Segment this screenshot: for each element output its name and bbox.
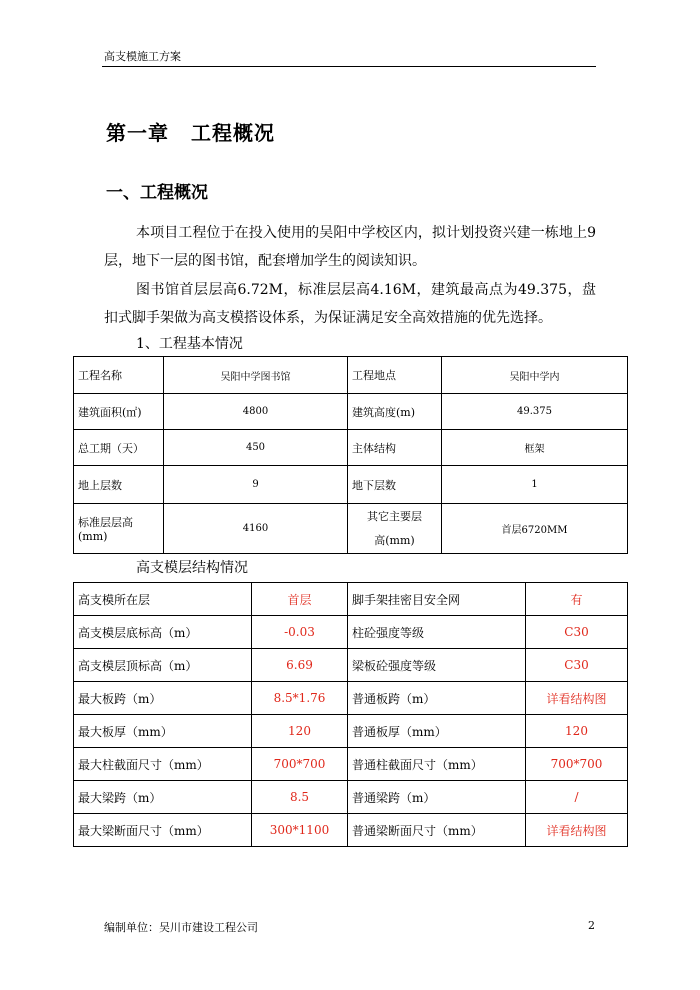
table-cell: 总工期（天） [74,430,164,466]
basic-info-table [73,356,628,554]
paragraph-location: 本项目工程位于在投入使用的吴阳中学校区内，拟计划投资兴建一栋地上9层，地下一层的图书馆，配套增加学生的阅读知识。 [104,225,596,269]
table-cell: 吴阳中学内 [442,357,628,394]
table-row [74,781,628,814]
table-cell: 6.69 [252,649,348,682]
table-cell: 49.375 [442,394,628,430]
structure-info-table [73,582,628,847]
table-cell: 最大板跨（m） [74,682,252,715]
table-cell: 最大柱截面尺寸（mm） [74,748,252,781]
table-cell: 最大梁断面尺寸（mm） [74,814,252,847]
table-cell: C30 [526,616,628,649]
table-row [74,504,628,554]
table-cell: 其它主要层高(mm) [348,504,442,554]
table-row [74,357,628,394]
table-row [74,583,628,616]
table-cell: 普通板跨（m） [348,682,526,715]
basic-info-title: 1、工程基本情况 [136,336,243,352]
table-cell: / [526,781,628,814]
table-cell: 吴阳中学图书馆 [164,357,348,394]
table-cell: 700*700 [526,748,628,781]
table-cell: 普通板厚（mm） [348,715,526,748]
table-cell: 高支模层顶标高（m） [74,649,252,682]
page-number: 2 [588,919,595,932]
table-cell: 8.5*1.76 [252,682,348,715]
section-title: 一、工程概况 [106,183,208,203]
table-cell: 梁板砼强度等级 [348,649,526,682]
table-cell: -0.03 [252,616,348,649]
table-cell: 120 [252,715,348,748]
table-cell: 9 [164,466,348,504]
table-row [74,466,628,504]
table-cell: 最大梁跨（m） [74,781,252,814]
chapter-title [106,117,275,146]
table-cell: 4160 [164,504,348,554]
table-row [74,430,628,466]
table-cell: 4800 [164,394,348,430]
table-cell: 建筑面积(㎡) [74,394,164,430]
table-row [74,394,628,430]
chapter-title-prefix: 第一章 [106,121,169,145]
table-cell: 详看结构图 [526,682,628,715]
table-cell: 脚手架挂密目安全网 [348,583,526,616]
table-cell: 700*700 [252,748,348,781]
table-cell: 1 [442,466,628,504]
footer-unit: 编制单位：吴川市建设工程公司 [104,921,258,934]
table-cell: 普通梁跨（m） [348,781,526,814]
table-cell: 建筑高度(m) [348,394,442,430]
table-row [74,748,628,781]
table-row [74,715,628,748]
table-cell: 首层6720MM [442,504,628,554]
structure-info-title: 高支模层结构情况 [136,560,248,576]
table-cell: 高支模层底标高（m） [74,616,252,649]
paragraph-structure: 图书馆首层层高6.72M，标准层层高4.16M，建筑最高点为49.375，盘扣式脚手架做为高支模搭设体系，为保证满足安全高效措施的优先选择。 [104,282,596,326]
table-cell: 450 [164,430,348,466]
table-cell: 最大板厚（mm） [74,715,252,748]
table-cell: 地下层数 [348,466,442,504]
table-cell: 120 [526,715,628,748]
table-row [74,616,628,649]
table-row [74,682,628,715]
table-cell: 主体结构 [348,430,442,466]
table-cell: 柱砼强度等级 [348,616,526,649]
chapter-title-main: 工程概况 [191,121,275,145]
table-cell: 普通柱截面尺寸（mm） [348,748,526,781]
page-header-title: 高支模施工方案 [104,50,181,63]
table-cell: 高支模所在层 [74,583,252,616]
header-divider [102,66,596,67]
table-cell: 工程名称 [74,357,164,394]
table-cell: C30 [526,649,628,682]
table-cell: 详看结构图 [526,814,628,847]
table-cell: 地上层数 [74,466,164,504]
table-row [74,814,628,847]
table-cell: 标准层层高(mm) [74,504,164,554]
table-cell: 工程地点 [348,357,442,394]
table-cell: 首层 [252,583,348,616]
table-cell: 框架 [442,430,628,466]
table-cell: 8.5 [252,781,348,814]
table-cell: 普通梁断面尺寸（mm） [348,814,526,847]
table-cell: 300*1100 [252,814,348,847]
table-cell: 有 [526,583,628,616]
table-row [74,649,628,682]
